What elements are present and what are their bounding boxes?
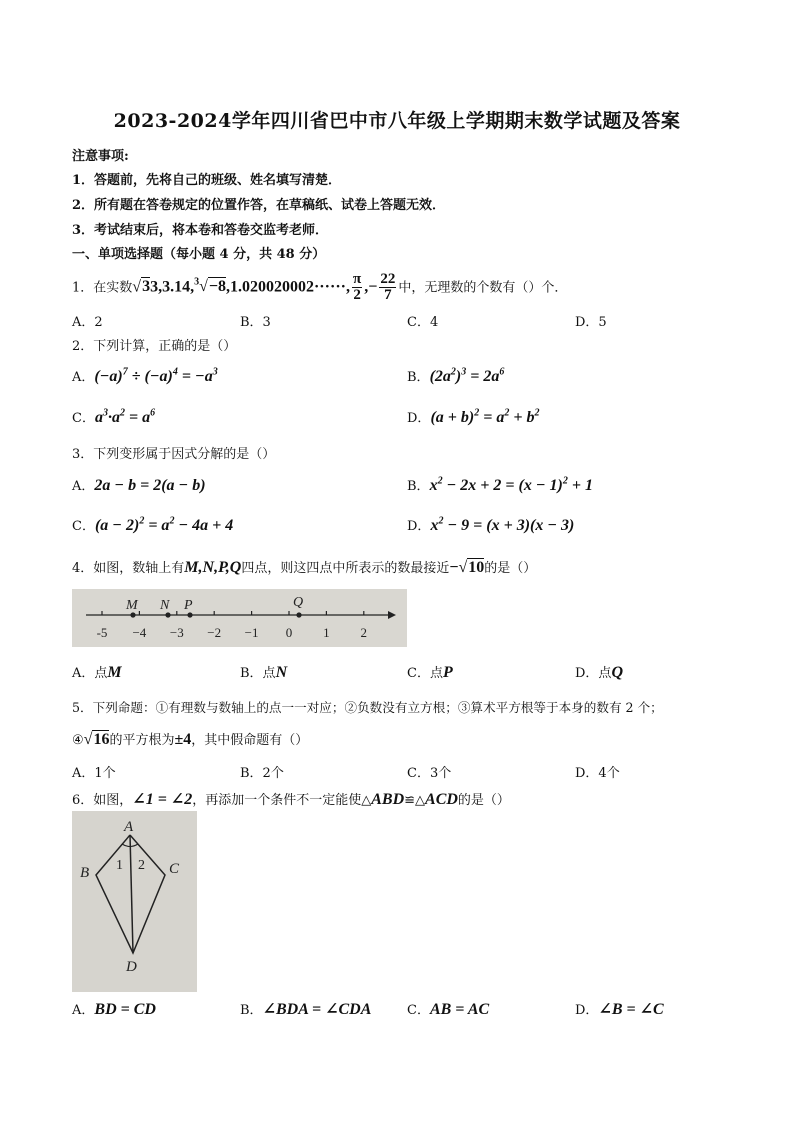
q6-option-c[interactable]: C．AB = AC xyxy=(407,1001,490,1018)
q3-option-c[interactable]: C．$(a - 2)^2 = a^2 - 4a + 4$ xyxy=(72,515,234,534)
q1-two: 2 xyxy=(353,287,361,304)
point-n-dot xyxy=(165,612,170,617)
number-line-figure xyxy=(72,589,407,647)
q6-option-d[interactable]: D．∠B = ∠C xyxy=(575,1001,664,1018)
point-q-label: Q xyxy=(293,595,304,610)
point-p-label: P xyxy=(184,598,193,613)
q2-option-b[interactable]: B．$(2a^2)^3 = 2a^6$ xyxy=(407,366,505,385)
vertex-b-label: B xyxy=(80,865,90,881)
axis-tick-label: 1 xyxy=(323,625,330,640)
vertex-a-label: A xyxy=(124,819,134,835)
q3-stem: 3．下列变形属于因式分解的是（） xyxy=(72,447,276,462)
q1-option-d[interactable]: D．5 xyxy=(575,315,607,330)
vertex-c-label: C xyxy=(169,861,180,877)
point-m-dot xyxy=(130,612,135,617)
q3-option-a[interactable]: A．2a − b = 2(a − b) xyxy=(72,477,206,494)
q1-stem: 1．在实数√33,3.14,$^3$√−8,1.020020002······, $\frac{\pi}{2}$ ,− $\frac{22}{7}$ 中，无理数的个数有（）个． xyxy=(72,271,568,304)
point-p-dot xyxy=(187,612,192,617)
q5-option-c[interactable]: C．3个 xyxy=(407,766,452,781)
point-q-dot xyxy=(296,612,301,617)
q4-option-a[interactable]: A．点M xyxy=(72,664,122,681)
q2-option-d[interactable]: D．$(a + b)^2 = a^2 + b^2$ xyxy=(407,407,540,426)
axis-tick-label: 2 xyxy=(360,625,368,640)
q1-neg: ,− xyxy=(364,278,378,296)
page-title: 2023-2024学年四川省巴中市八年级上学期期末数学试题及答案 xyxy=(113,110,681,132)
q1-22: 22 xyxy=(380,271,396,288)
q5-option-a[interactable]: A．1个 xyxy=(72,766,116,781)
q5-option-d[interactable]: D．4个 xyxy=(575,766,620,781)
axis-tick-label: 0 xyxy=(285,625,293,640)
q3-option-b[interactable]: B．$x^2 - 2x + 2 = (x - 1)^2 + 1$ xyxy=(407,475,593,494)
notice-item-3: 3．考试结束后，将本卷和答卷交监考老师． xyxy=(72,223,329,238)
q6-stem: 6．如图，∠1 = ∠2，再添加一个条件不一定能使△ABD≌△ACD的是（） xyxy=(72,791,510,808)
q1-pi: π xyxy=(352,271,362,288)
angle-2-label: 2 xyxy=(138,858,145,873)
axis-tick-label: −4 xyxy=(132,625,147,640)
kite-figure xyxy=(72,811,197,992)
point-m-label: M xyxy=(126,598,138,613)
q1-nums: 3,3.14, xyxy=(150,278,195,296)
axis-tick-label: -5 xyxy=(96,625,108,640)
q6-option-a[interactable]: A．BD = CD xyxy=(72,1001,156,1018)
q1-7: 7 xyxy=(384,287,392,304)
q1-tail: ,1.020020002······, xyxy=(225,278,350,296)
point-n-label: N xyxy=(160,598,170,613)
q1-suffix: 中，无理数的个数有（）个． xyxy=(398,280,568,296)
notice-item-1: 1．答题前，先将自己的班级、姓名填写清楚． xyxy=(72,173,342,188)
angle-1-label: 1 xyxy=(116,858,123,873)
notice-heading: 注意事项: xyxy=(72,149,129,164)
vertex-d-label: D xyxy=(126,959,137,975)
q2-option-a[interactable]: A．$(-a)^7 \div (-a)^4 = -a^3$ xyxy=(72,366,218,385)
q3-option-d[interactable]: D．$x^2 - 9 = (x + 3)(x - 3)$ xyxy=(407,515,575,534)
axis-tick-label: −1 xyxy=(244,625,259,640)
q1-option-c[interactable]: C．4 xyxy=(407,315,439,330)
q1-prefix: 1．在实数 xyxy=(72,280,133,296)
q4-option-b[interactable]: B．点N xyxy=(240,664,288,681)
q6-option-b[interactable]: B．∠BDA = ∠CDA xyxy=(240,1001,372,1018)
q5-line1: 5．下列命题：①有理数与数轴上的点一一对应；②负数没有立方根；③算术平方根等于本身的数有 2 个； xyxy=(72,700,663,715)
q1-option-a[interactable]: A．2 xyxy=(72,315,103,330)
axis-tick-label: −3 xyxy=(169,625,184,640)
q4-option-d[interactable]: D．点Q xyxy=(575,664,623,681)
q4-option-c[interactable]: C．点P xyxy=(407,664,453,681)
q5-line2: ④√16的平方根为±4，其中假命题有（） xyxy=(72,731,309,748)
q5-option-b[interactable]: B．2个 xyxy=(240,766,284,781)
q4-stem: 4．如图，数轴上有M,N,P,Q四点，则这四点中所表示的数最接近−√10的是（） xyxy=(72,559,537,576)
axis-tick-label: −2 xyxy=(207,625,222,640)
notice-item-2: 2．所有题在答卷规定的位置作答，在草稿纸、试卷上答题无效． xyxy=(72,198,446,213)
q2-option-c[interactable]: C．$a^3\cdot a^2 = a^6$ xyxy=(72,407,156,426)
q2-stem: 2．下列计算，正确的是（） xyxy=(72,339,237,354)
q1-option-b[interactable]: B．3 xyxy=(240,315,271,330)
q1-cube: −8 xyxy=(208,278,226,296)
section-heading: 一、单项选择题（每小题 4 分，共 48 分） xyxy=(72,247,326,262)
